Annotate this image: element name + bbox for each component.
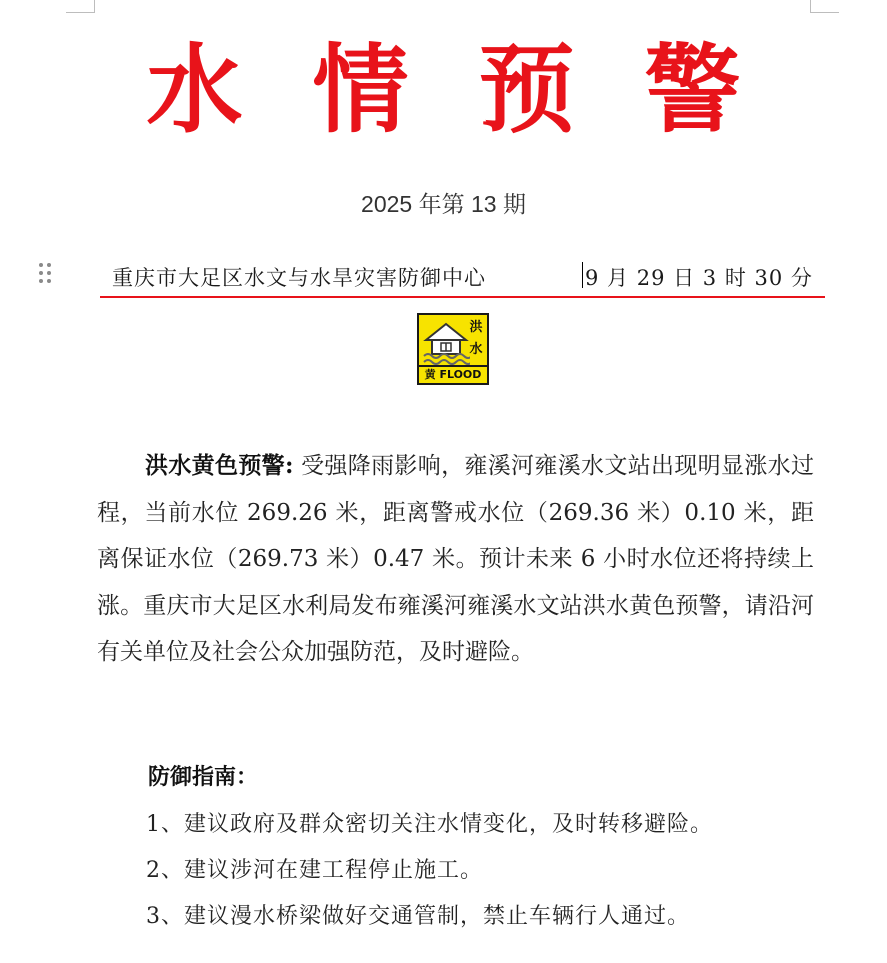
page-corner-mark-right [810,0,839,13]
issue-number: 2025 年第 13 期 [361,191,526,217]
warning-lead: 洪水黄色预警: [145,452,294,479]
text-cursor [582,262,583,288]
issue-datetime: 9 月 29 日 3 时 30 分 [585,266,813,290]
flood-yellow-warning-icon [417,313,489,385]
guide-list [146,802,713,940]
badge-bottom-label: 黄 FLOOD [419,365,487,383]
warning-paragraph [97,443,814,676]
guide-item-1: 1、建议政府及群众密切关注水情变化，及时转移避险。 [146,812,713,837]
guide-item-2: 2、建议涉河在建工程停止施工。 [146,858,483,883]
warning-body: 受强降雨影响，雍溪河雍溪水文站出现明显涨水过程，当前水位 269.26 米，距离警戒水位（269.36 米）0.10 米，距离保证水位（269.73 米）0.47 米。预计未来 6 小时水位还将持续上涨。重庆市大足区水利局发布雍溪河雍溪水文站洪水黄色预警，请沿河有关单位及社会公众加强防范，及时避险。 [97,453,814,665]
guide-item-3: 3、建议漫水桥梁做好交通管制，禁止车辆行人通过。 [146,904,690,929]
drag-handle-icon[interactable] [37,263,55,285]
issuing-organization: 重庆市大足区水文与水旱灾害防御中心 [112,266,486,290]
guide-title: 防御指南： [148,764,259,790]
header-line [100,258,825,298]
badge-side-label: 洪 水 [469,320,483,357]
document-title: 水情预警 [146,34,811,146]
page-corner-mark-left [66,0,95,13]
house-flood-icon [422,318,470,366]
